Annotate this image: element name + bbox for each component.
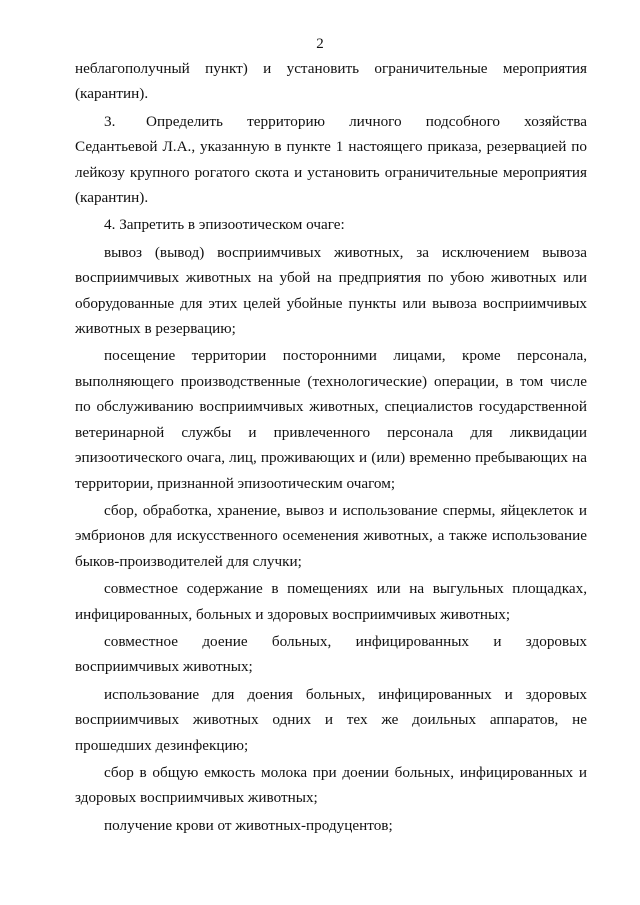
paragraph-blood: получение крови от животных-продуцентов;: [104, 816, 393, 834]
paragraph-milking-machines: использование для доения больных, инфицированных и здоровых восприимчивых животных одних и тех же доильных аппаратов, не прошедших дезинфекцию;: [75, 685, 587, 754]
paragraph-item-4: 4. Запретить в эпизоотическом очаге:: [104, 216, 345, 234]
page-number: 2: [316, 36, 324, 52]
paragraph-continuation: неблагополучный пункт) и установить ограничительные мероприятия (карантин).: [75, 60, 587, 103]
document-body: [75, 56, 587, 838]
item-number: 3.: [104, 112, 116, 130]
paragraph-item-3: [75, 109, 587, 211]
paragraph-joint-milking: совместное доение больных, инфицированных и здоровых восприимчивых животных;: [75, 632, 587, 676]
paragraph-item-3-text: Определить территорию личного подсобного хозяйства Седантьевой Л.А., указанную в пункте 1 настоящего приказа, резервацией по лейкозу крупного рогатого скота и установить ограничительные мероприятия (карантин).: [75, 112, 587, 207]
paragraph-joint-keeping: совместное содержание в помещениях или на выгульных площадках, инфицированных, больных и здоровых восприимчивых животных;: [75, 580, 587, 623]
paragraph-visits: посещение территории посторонними лицами, кроме персонала, выполняющего производственные (технологические) операции, в том числе по обслуживанию восприимчивых животных, специалистов государственной ветеринарной службы и привлеченного персонала для ликвидации эпизоотического очага, лиц, проживающих и (или) временно пребывающих на территории, признанной эпизоотическим очагом;: [75, 347, 587, 492]
paragraph-export: вывоз (вывод) восприимчивых животных, за исключением вывоза восприимчивых животных на убой на предприятия по убою животных или оборудованные для этих целей убойные пункты или вывоза восприимчивых животных в резервацию;: [75, 243, 587, 338]
paragraph-semen: сбор, обработка, хранение, вывоз и использование спермы, яйцеклеток и эмбрионов для искусственного осеменения животных, а также использование быков-производителей для случки;: [75, 501, 587, 570]
paragraph-milk-collection: сбор в общую емкость молока при доении больных, инфицированных и здоровых восприимчивых животных;: [75, 763, 587, 807]
